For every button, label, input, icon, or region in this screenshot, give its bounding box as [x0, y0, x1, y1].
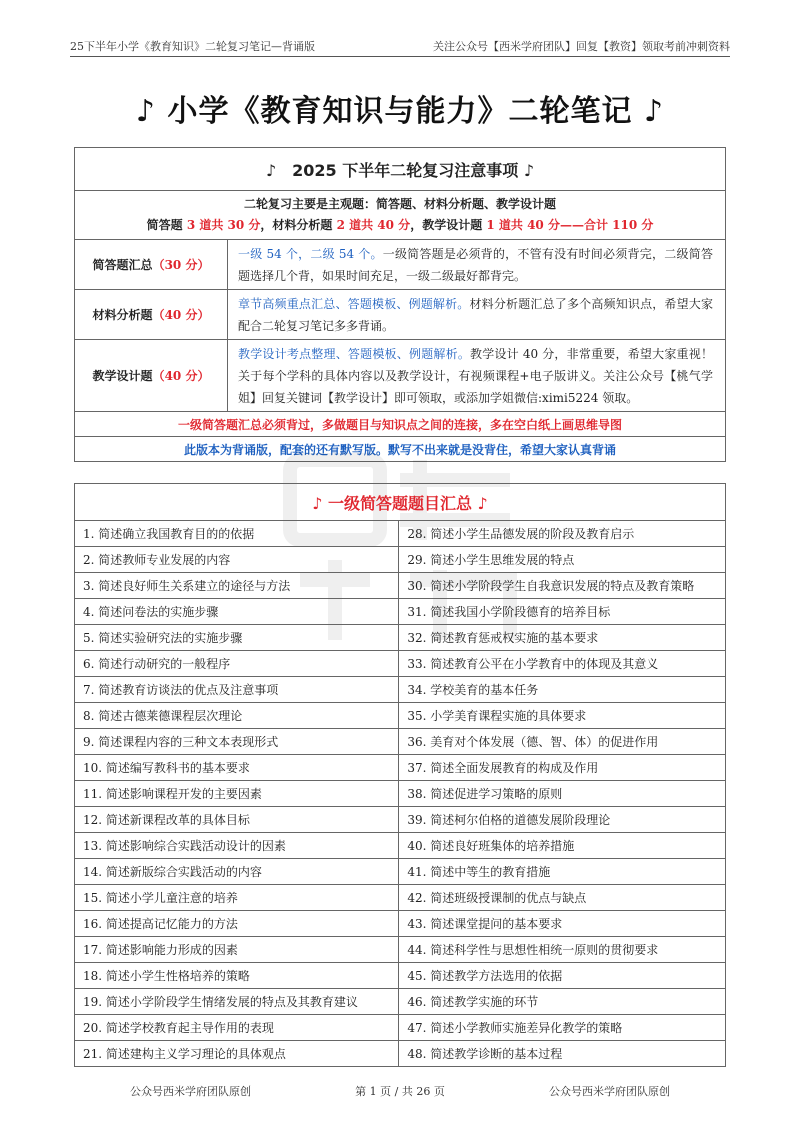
- question-item: 45. 简述教学方法选用的依据: [399, 963, 726, 989]
- notice-table: [74, 147, 726, 462]
- row-desc-teaching-design: 教学设计考点整理、答题模板、例题解析。教学设计 40 分，非常重要，希望大家重视！关于每个学科的具体内容以及教学设计，有视频课程+电子版讲义。关注公众号【桃气学姐】回复关键词【教学设计】即可领取，或添加学姐微信:ximi5224 领取。: [228, 340, 726, 412]
- question-item: 44. 简述科学性与思想性相统一原则的贯彻要求: [399, 937, 726, 963]
- page-footer: [70, 1083, 730, 1099]
- intro-line-1: 二轮复习主要是主观题：简答题、材料分析题、教学设计题: [243, 197, 556, 211]
- question-row: [75, 963, 726, 989]
- question-item: 31. 简述我国小学阶段德育的培养目标: [399, 599, 726, 625]
- question-row: [75, 937, 726, 963]
- footer-left-text: 公众号西米学府团队原创: [130, 1085, 251, 1098]
- intro-highlight: 1 道共 40 分——合计 110 分: [486, 218, 654, 232]
- question-item: 9. 简述课程内容的三种文本表现形式: [75, 729, 399, 755]
- question-row: [75, 547, 726, 573]
- intro-highlight: 2 道共 40 分: [336, 218, 411, 232]
- intro-line-2: [75, 215, 725, 236]
- questions-title: ♪ 一级简答题题目汇总 ♪: [75, 484, 726, 521]
- question-item: 6. 简述行动研究的一般程序: [75, 651, 399, 677]
- question-item: 18. 简述小学生性格培养的策略: [75, 963, 399, 989]
- question-item: 42. 简述班级授课制的优点与缺点: [399, 885, 726, 911]
- notice-intro: [75, 191, 726, 240]
- question-row: [75, 729, 726, 755]
- question-item: 12. 简述新课程改革的具体目标: [75, 807, 399, 833]
- question-item: 41. 简述中等生的教育措施: [399, 859, 726, 885]
- row-label-teaching-design: 教学设计题（40 分）: [75, 340, 228, 412]
- question-item: 40. 简述良好班集体的培养措施: [399, 833, 726, 859]
- question-row: [75, 989, 726, 1015]
- intro-text: ，教学设计题: [410, 218, 487, 232]
- question-item: 48. 简述教学诊断的基本过程: [399, 1041, 726, 1067]
- question-item: 39. 简述柯尔伯格的道德发展阶段理论: [399, 807, 726, 833]
- note-blue: 此版本为背诵版，配套的还有默写版。默写不出来就是没背住，希望大家认真背诵: [75, 437, 726, 462]
- question-item: 33. 简述教育公平在小学教育中的体现及其意义: [399, 651, 726, 677]
- question-row: [75, 599, 726, 625]
- question-item: 47. 简述小学教师实施差异化教学的策略: [399, 1015, 726, 1041]
- question-item: 29. 简述小学生思维发展的特点: [399, 547, 726, 573]
- question-item: 43. 简述课堂提问的基本要求: [399, 911, 726, 937]
- question-row: [75, 911, 726, 937]
- intro-highlight: 3 道共 30 分: [186, 218, 261, 232]
- question-item: 8. 简述古德莱德课程层次理论: [75, 703, 399, 729]
- question-item: 14. 简述新版综合实践活动的内容: [75, 859, 399, 885]
- question-row: [75, 807, 726, 833]
- header-left-text: 25下半年小学《教育知识》二轮复习笔记—背诵版: [70, 40, 315, 53]
- question-item: 16. 简述提高记忆能力的方法: [75, 911, 399, 937]
- question-row: [75, 885, 726, 911]
- question-row: [75, 1041, 726, 1067]
- footer-right-text: 公众号西米学府团队原创: [549, 1085, 670, 1098]
- question-item: 19. 简述小学阶段学生情绪发展的特点及其教育建议: [75, 989, 399, 1015]
- question-item: 4. 简述问卷法的实施步骤: [75, 599, 399, 625]
- page-number: 第 1 页 / 共 26 页: [355, 1085, 445, 1098]
- question-item: 15. 简述小学儿童注意的培养: [75, 885, 399, 911]
- header-divider: [70, 56, 730, 57]
- question-item: 38. 简述促进学习策略的原则: [399, 781, 726, 807]
- question-item: 3. 简述良好师生关系建立的途径与方法: [75, 573, 399, 599]
- question-item: 2. 简述教师专业发展的内容: [75, 547, 399, 573]
- question-item: 21. 简述建构主义学习理论的具体观点: [75, 1041, 399, 1067]
- question-row: [75, 573, 726, 599]
- question-row: [75, 755, 726, 781]
- question-item: 28. 简述小学生品德发展的阶段及教育启示: [399, 521, 726, 547]
- question-row: [75, 521, 726, 547]
- intro-text: ，材料分析题: [260, 218, 337, 232]
- header-right-text: 关注公众号【西米学府团队】回复【教资】领取考前冲刺资料: [433, 40, 730, 53]
- notice-title: ♪ 2025 下半年二轮复习注意事项 ♪: [75, 148, 726, 191]
- document-title: ♪ 小学《教育知识与能力》二轮笔记 ♪: [135, 94, 665, 129]
- question-item: 5. 简述实验研究法的实施步骤: [75, 625, 399, 651]
- question-item: 20. 简述学校教育起主导作用的表现: [75, 1015, 399, 1041]
- question-row: [75, 651, 726, 677]
- question-row: [75, 703, 726, 729]
- question-row: [75, 625, 726, 651]
- question-item: 34. 学校美育的基本任务: [399, 677, 726, 703]
- row-label-material-analysis: 材料分析题（40 分）: [75, 290, 228, 340]
- question-item: 17. 简述影响能力形成的因素: [75, 937, 399, 963]
- question-item: 10. 简述编写教科书的基本要求: [75, 755, 399, 781]
- questions-table: [74, 483, 726, 1067]
- note-red: 一级简答题汇总必须背过，多做题目与知识点之间的连接，多在空白纸上画思维导图: [75, 412, 726, 437]
- row-desc-short-answer: 一级 54 个，二级 54 个。一级简答题是必须背的，不管有没有时间必须背完，二级简答题选择几个背，如果时间充足，一级二级最好都背完。: [228, 240, 726, 290]
- question-row: [75, 1015, 726, 1041]
- question-item: 1. 简述确立我国教育目的的依据: [75, 521, 399, 547]
- question-row: [75, 859, 726, 885]
- question-row: [75, 833, 726, 859]
- row-desc-material-analysis: 章节高频重点汇总、答题模板、例题解析。材料分析题汇总了多个高频知识点，希望大家配合二轮复习笔记多多背诵。: [228, 290, 726, 340]
- question-item: 46. 简述教学实施的环节: [399, 989, 726, 1015]
- question-item: 7. 简述教育访谈法的优点及注意事项: [75, 677, 399, 703]
- question-item: 32. 简述教育惩戒权实施的基本要求: [399, 625, 726, 651]
- question-row: [75, 781, 726, 807]
- question-item: 36. 美育对个体发展（德、智、体）的促进作用: [399, 729, 726, 755]
- page-header: [70, 38, 730, 54]
- question-item: 35. 小学美育课程实施的具体要求: [399, 703, 726, 729]
- intro-text: 简答题: [146, 218, 187, 232]
- row-label-short-answer: 简答题汇总（30 分）: [75, 240, 228, 290]
- question-item: 11. 简述影响课程开发的主要因素: [75, 781, 399, 807]
- question-item: 13. 简述影响综合实践活动设计的因素: [75, 833, 399, 859]
- question-row: [75, 677, 726, 703]
- questions-body: [75, 521, 726, 1067]
- question-item: 30. 简述小学阶段学生自我意识发展的特点及教育策略: [399, 573, 726, 599]
- question-item: 37. 简述全面发展教育的构成及作用: [399, 755, 726, 781]
